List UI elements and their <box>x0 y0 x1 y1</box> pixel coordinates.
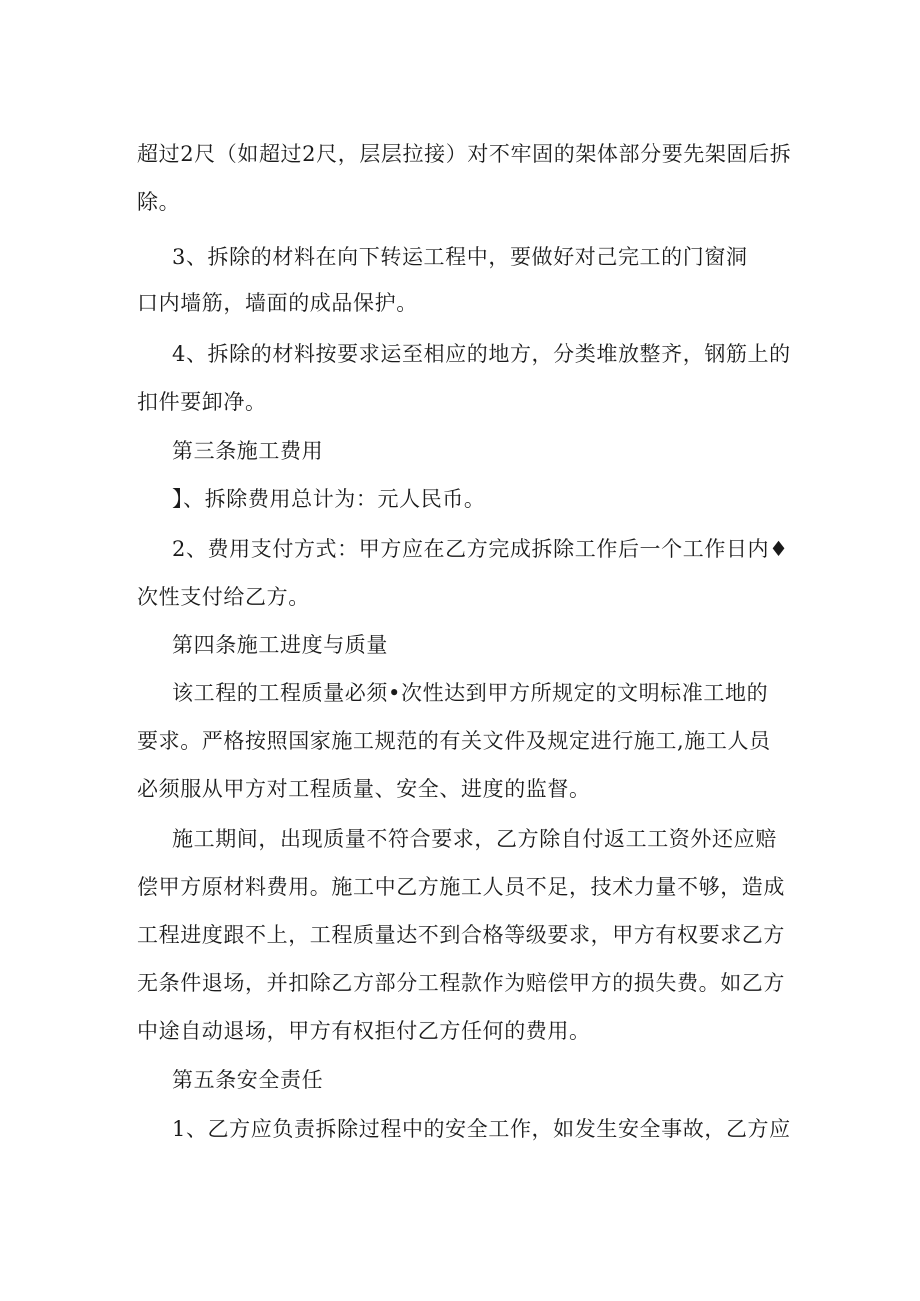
text-line: 要求。严格按照国家施工规范的有关文件及规定进行施工,施工人员 <box>137 729 771 753</box>
text-line: 4、拆除的材料按要求运至相应的地方，分类堆放整齐，钢筋上的 <box>172 342 791 366</box>
text-line: 该工程的工程质量必须•次性达到甲方所规定的文明标准工地的 <box>172 681 769 705</box>
section-heading: 第四条施工进度与质量 <box>172 633 388 657</box>
text-line: 施工期间，出现质量不符合要求，乙方除自付返工工资外还应赔 <box>172 827 777 851</box>
text-line: 次性支付给乙方。 <box>137 585 310 609</box>
section-heading: 第三条施工费用 <box>172 439 324 463</box>
text-line: 3、拆除的材料在向下转运工程中，要做好对己完工的门窗洞 <box>172 245 748 269</box>
text-line: 偿甲方原材料费用。施工中乙方施工人员不足，技术力量不够，造成 <box>137 875 785 899</box>
text-line: 超过2尺（如超过2尺，层层拉接）对不牢固的架体部分要先架固后拆 <box>137 142 792 166</box>
text-line: 无条件退场，并扣除乙方部分工程款作为赔偿甲方的损失费。如乙方 <box>137 971 785 995</box>
text-line: 扣件要卸净。 <box>137 390 267 414</box>
text-line: 中途自动退场，甲方有权拒付乙方任何的费用。 <box>137 1019 591 1043</box>
text-line: 口内墙筋，墙面的成品保护。 <box>137 291 418 315</box>
text-line: 除。 <box>137 190 181 214</box>
text-line: 必须服从甲方对工程质量、安全、进度的监督。 <box>137 777 591 801</box>
text-line: 1、乙方应负责拆除过程中的安全工作，如发生安全事故，乙方应 <box>172 1117 791 1141</box>
text-line: 工程进度跟不上，工程质量达不到合格等级要求，甲方有权要求乙方 <box>137 923 785 947</box>
text-line: 】、拆除费用总计为：元人民币。 <box>172 487 486 511</box>
text-line: 2、费用支付方式：甲方应在乙方完成拆除工作后一个工作日内♦ <box>172 537 789 561</box>
section-heading: 第五条安全责任 <box>172 1068 324 1092</box>
